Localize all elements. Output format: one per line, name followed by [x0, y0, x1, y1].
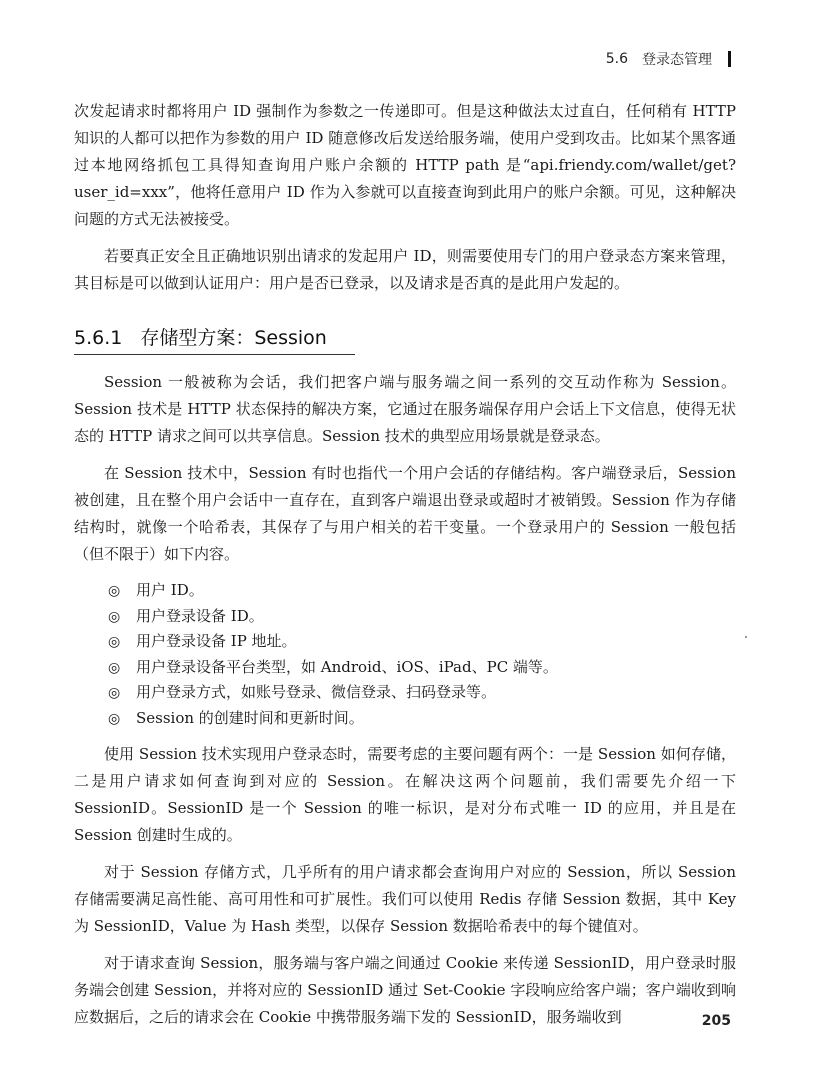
paragraph: Session 一般被称为会话，我们把客户端与服务端之间一系列的交互动作称为 Session。Session 技术是 HTTP 状态保持的解决方案，它通过在服务端保存用户会话上下文信息，使得无状态的 HTTP 请求之间可以共享信息。Session 技术的典型应用场景就是登录态。	[74, 373, 736, 445]
bullet-circle-icon: ◎	[108, 608, 121, 625]
list-item-text: 用户登录设备平台类型，如 Android、iOS、iPad、PC 端等。	[136, 657, 558, 676]
session-contents-list	[74, 578, 736, 731]
header-section-title: 登录态管理	[642, 52, 712, 68]
list-item	[108, 629, 736, 655]
list-item	[108, 604, 736, 630]
bullet-circle-icon: ◎	[108, 659, 121, 676]
header-bar-mark	[728, 51, 731, 67]
bullet-circle-icon: ◎	[108, 583, 121, 599]
paragraph: 若要真正安全且正确地识别出请求的发起用户 ID，则需要使用专门的用户登录态方案来管理，其目标是可以做到认证用户：用户是否已登录，以及请求是否真的是此用户发起的。	[74, 247, 736, 292]
bullet-circle-icon: ◎	[108, 710, 121, 727]
list-item	[108, 706, 736, 732]
list-item-text: 用户 ID。	[136, 581, 204, 599]
header-section-number: 5.6	[605, 51, 628, 67]
list-item	[108, 655, 736, 681]
list-item-text: 用户登录方式，如账号登录、微信登录、扫码登录等。	[136, 683, 497, 701]
paragraph: 对于 Session 存储方式，几乎所有的用户请求都会查询用户对应的 Session，所以 Session 存储需要满足高性能、高可用性和可扩展性。我们可以使用 Redis 存储 Session 数据，其中 Key 为 SessionID，Value 为 Hash 类型，以保存 Session 数据哈希表中的每个键值对。	[74, 863, 736, 935]
paragraph: 在 Session 技术中，Session 有时也指代一个用户会话的存储结构。客户端登录后，Session 被创建，且在整个用户会话中一直存在，直到客户端退出登录或超时才被销毁。Session 作为存储结构时，就像一个哈希表，其保存了与用户相关的若干变量。一个登录用户的 Session 一般包括（但不限于）如下内容。	[74, 464, 736, 563]
section-title: 存储型方案：Session	[140, 327, 327, 349]
list-item	[108, 578, 736, 604]
list-item-text: 用户登录设备 IP 地址。	[136, 632, 297, 650]
list-item-text: 用户登录设备 ID。	[136, 606, 264, 625]
page-number: 205	[701, 1013, 731, 1029]
page-body	[74, 98, 736, 1041]
paragraph: 对于请求查询 Session，服务端与客户端之间通过 Cookie 来传递 SessionID，用户登录时服务端会创建 Session，并将对应的 SessionID 通过 Set-Cookie 字段响应给客户端；客户端收到响应数据后，之后的请求会在 Cookie 中携带服务端下发的 SessionID，服务端收到	[74, 954, 736, 1026]
paragraph: 次发起请求时都将用户 ID 强制作为参数之一传递即可。但是这种做法太过直白，任何稍有 HTTP 知识的人都可以把作为参数的用户 ID 随意修改后发送给服务端，使用户受到攻击。比如某个黑客通过本地网络抓包工具得知查询用户账户余额的 HTTP path 是“api.friendy.com/wallet/get?user_id=xxx”，他将任意用户 ID 作为入参就可以直接查询到此用户的账户余额。可见，这种解决问题的方式无法被接受。	[74, 102, 736, 228]
bullet-circle-icon: ◎	[108, 685, 121, 701]
list-item-text: Session 的创建时间和更新时间。	[136, 708, 364, 727]
bullet-circle-icon: ◎	[108, 634, 121, 650]
list-item	[108, 680, 736, 706]
paragraph: 使用 Session 技术实现用户登录态时，需要考虑的主要问题有两个：一是 Session 如何存储，二是用户请求如何查询到对应的 Session。在解决这两个问题前，我们需要先介绍一下 SessionID。SessionID 是一个 Session 的唯一标识，是对分布式唯一 ID 的应用，并且是在 Session 创建时生成的。	[74, 745, 736, 844]
scan-speck	[745, 636, 747, 638]
running-header	[606, 49, 731, 69]
section-heading	[74, 323, 355, 355]
section-number: 5.6.1	[74, 327, 123, 349]
